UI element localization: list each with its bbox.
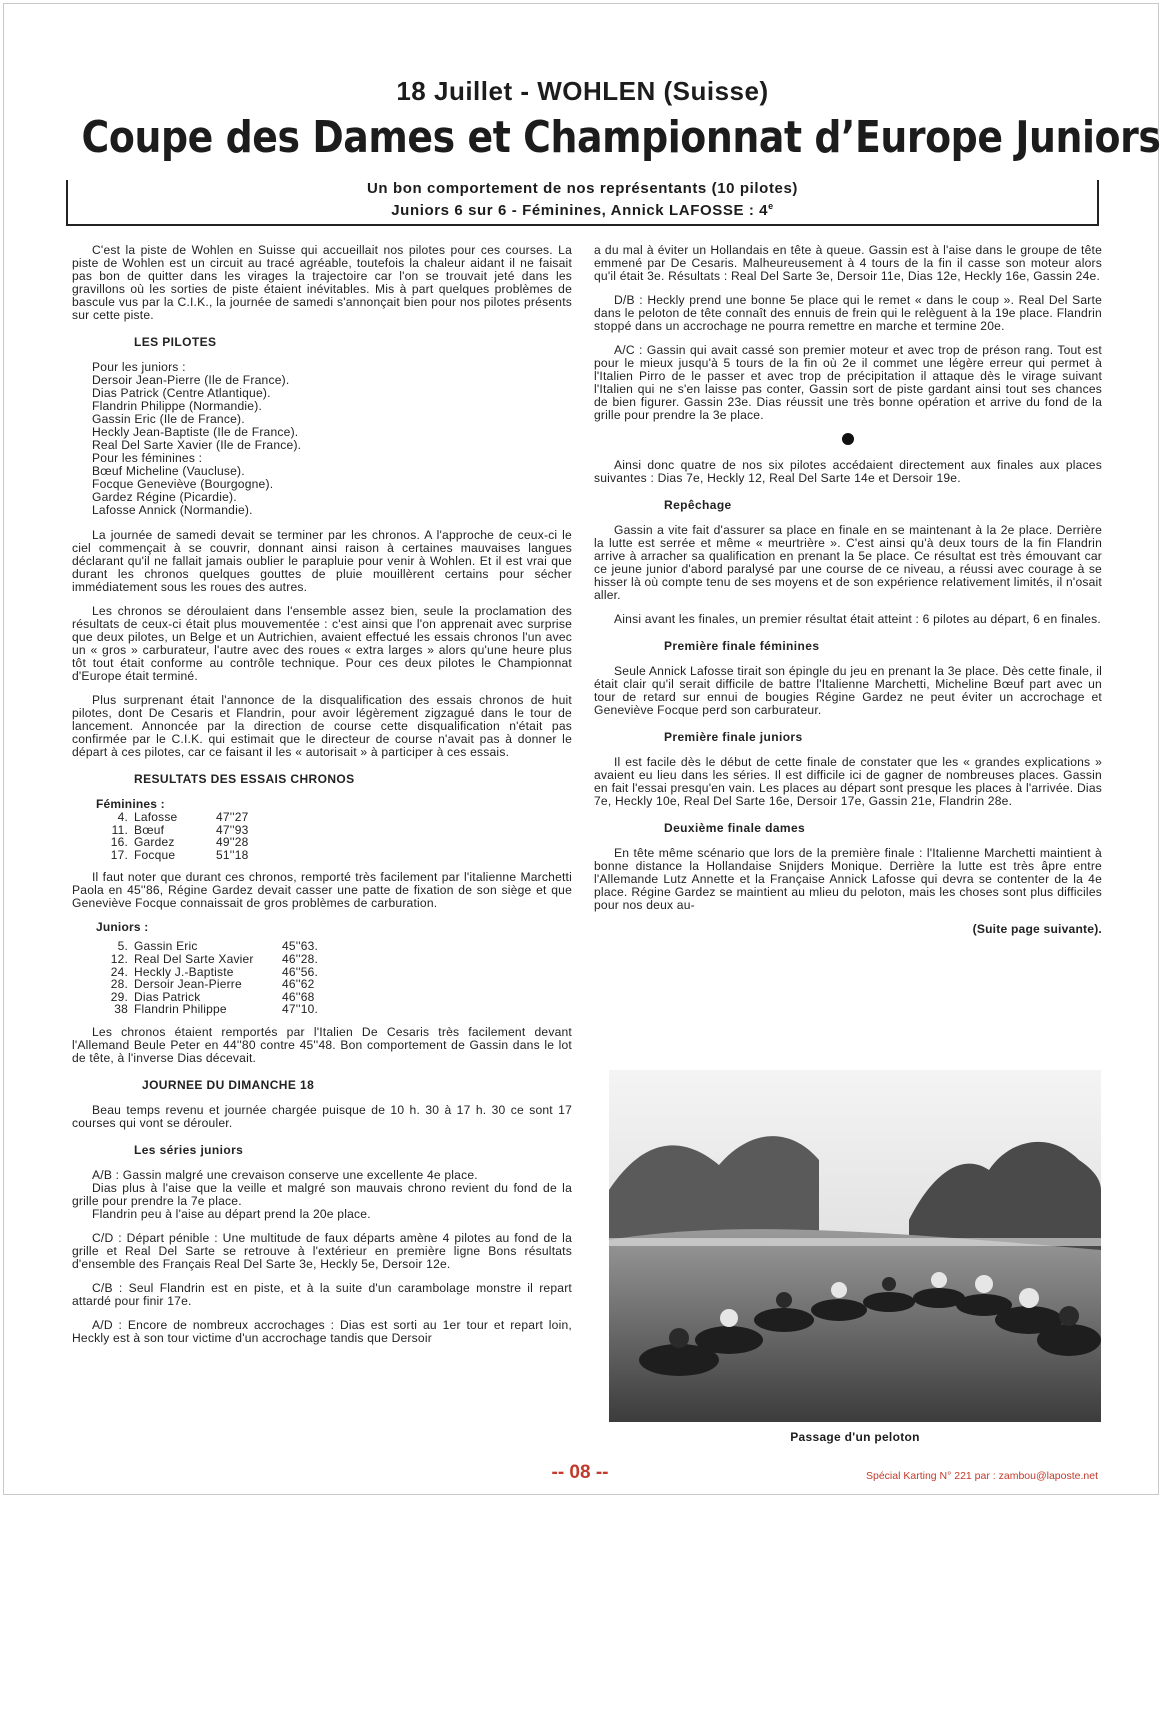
- feminines-results-table: [102, 811, 248, 861]
- separator-bullet: [842, 433, 854, 445]
- table-row: [102, 978, 318, 991]
- section-heading-journee: JOURNEE DU DIMANCHE 18: [142, 1077, 315, 1092]
- time-cell: 49''28: [216, 835, 249, 850]
- table-row: [102, 836, 248, 849]
- paragraph: Beau temps revenu et journée chargée puisque de 10 h. 30 à 17 h. 30 ce sont 17 courses qui vont se dérouler.: [72, 1102, 572, 1130]
- list-item: Dersoir Jean-Pierre (Ile de France).: [92, 373, 290, 387]
- paragraph: En tête même scénario que lors de la première finale : l'Italienne Marchetti maintient à bonne distance la Hollandaise Snijders Monique. Derrière la lutte est très âpre entre l'Allemande Lutz Annette et la Française Annick Lafosse qui devra se contenter de la 4e place. Régine Gardez se maintient au mlieu du peloton, mais les choses sont plus difficiles pour nos deux au-: [594, 846, 1102, 912]
- list-item: Flandrin Philippe (Normandie).: [92, 399, 263, 413]
- list-item: Bœuf Micheline (Vaucluse).: [92, 464, 245, 478]
- rank-cell: 4.: [117, 810, 128, 824]
- section-heading-finale-juniors: Première finale juniors: [664, 730, 803, 744]
- paragraph: La journée de samedi devait se terminer par les chronos. A l'approche de ceux-ci le ciel commençait à se couvrir, donnant ainsi raison à certaines mauvaises langues déclarant qu'il ne fallait jamais oublier le parapluie pour venir à Wohlen. Et il est vrai que durant les chronos quelques gouttes de pluie mouillèrent certains pour sécher immédiatement sous les roues des autres.: [72, 528, 572, 594]
- paragraph: A/D : Encore de nombreux accrochages : Dias est sorti au 1er tour et repart loin, Heckly est à son tour victime d'un accrochage tandis que Dersoir: [72, 1317, 572, 1345]
- rank-cell: 29.: [110, 989, 128, 1004]
- name-cell: Focque: [134, 847, 176, 862]
- rank-cell: 17.: [110, 847, 128, 862]
- paragraph: Seule Annick Lafosse tirait son épingle du jeu en prenant la 3e place. Dès cette finale, il était clair qu'il serait difficile de battre l'Italienne Marchetti, Micheline Bœuf part avec un tour de retard sur ennui de bougies Régine Gardez ne peut éviter un accrochage et Geneviève Focque perd son carburateur.: [594, 664, 1102, 717]
- pilot-list: [92, 361, 572, 517]
- list-item: Lafosse Annick (Normandie).: [92, 503, 253, 517]
- paragraph: A/C : Gassin qui avait cassé son premier moteur et avec trop de préson rang. Tout est pour le mieux jusqu'à 5 tours de la fin où 2e il commet une légère erreur qui permet à l'Italien Pirro de le passer et avec trop de précipitation il attaque dès le virage suivant l'Italien qui ne s'en laisse pas conter, Gassin sort de piste gardant ainsi tout ses chances de bien figurer. Gassin 23e. Dias réussit une très bonne opération et arrive du fond de la grille pour prendre la 3e place.: [594, 343, 1102, 422]
- list-item: Heckly Jean-Baptiste (Ile de France).: [92, 425, 299, 439]
- time-cell: 46''62: [282, 977, 315, 992]
- paragraph: Il faut noter que durant ces chronos, remporté très facilement par l'italienne Marchetti Paola en 45''86, Régine Gardez devait casser une patte de fixation de son siège et que Geneviève Focque connaissait de gros problèmes de carburation.: [72, 870, 572, 911]
- list-item: Pour les juniors :: [92, 360, 186, 374]
- time-cell: 46''56.: [282, 964, 319, 979]
- section-heading-repechage: Repêchage: [664, 498, 732, 512]
- paragraph: C'est la piste de Wohlen en Suisse qui accueillait nos pilotes pour ces courses. La piste de Wohlen est un circuit au tracé agréable, toutefois la chaleur aidant il ne faisait pas bon de quitter dans les virages la trajectoire car l'on se trouvait jeté dans les gravillons où les sorties de piste étaient inévitables. Mis à part quelques problèmes de bascule vus par la C.I.K., la journée de samedi s'annonçait bien pour nos pilotes présents sur cette piste.: [72, 243, 572, 322]
- left-column: [72, 244, 572, 1356]
- paragraph: Les chronos se déroulaient dans l'ensemble assez bien, seule la proclamation des résultats de ceux-ci était plus mouvementée : c'est ainsi que l'on apprenait avec surprise que deux pilotes, un Belge et un Autrichien, avaient effectué les essais chronos l'un avec un « gros » carburateur, l'autre avec des roues « extra larges » alors qu'une heure plus tôt tout était conforme au contrôle technique. Pour ces deux pilotes le Championnat d'Europe était terminé.: [72, 604, 572, 683]
- subtitle-superscript: e: [768, 201, 774, 211]
- table-row: [102, 1003, 318, 1016]
- section-heading-resultats: RESULTATS DES ESSAIS CHRONOS: [134, 772, 355, 786]
- section-heading-finale-feminines: Première finale féminines: [664, 639, 820, 653]
- subtitle-line-2: [68, 201, 1097, 219]
- rank-cell: 24.: [110, 964, 128, 979]
- time-cell: 47''93: [216, 822, 249, 837]
- name-cell: Real Del Sarte Xavier: [134, 951, 254, 966]
- time-cell: 45''63.: [282, 939, 319, 954]
- right-column: [594, 244, 1102, 936]
- name-cell: Lafosse: [134, 810, 178, 824]
- table-row: [102, 811, 248, 824]
- list-item: Gassin Eric (Ile de France).: [92, 412, 245, 426]
- paragraph: a du mal à éviter un Hollandais en tête à queue. Gassin est à l'aise dans le groupe de tête emmené par De Cesaris. Malheureusement à 4 tours de la fin il casse son moteur alors qu'il était 3e. Résultats : Real Del Sarte 3e, Dersoir 11e, Dias 12e, Heckly 16e, Gassin 24e.: [594, 243, 1102, 283]
- table-row: [102, 849, 248, 862]
- time-cell: 47''27: [216, 810, 249, 824]
- time-cell: 46''28.: [282, 951, 319, 966]
- rank-cell: 16.: [110, 835, 128, 850]
- subtitle-box: [66, 180, 1099, 226]
- paragraph: Ainsi donc quatre de nos six pilotes accédaient directement aux finales aux places suivantes : Dias 7e, Heckly 12, Real Del Sarte 14e et Dersoir 19e.: [594, 458, 1102, 485]
- list-item: Real Del Sarte Xavier (Ile de France).: [92, 438, 302, 452]
- list-item: Gardez Régine (Picardie).: [92, 490, 237, 504]
- paragraph: Plus surprenant était l'annonce de la disqualification des essais chronos de huit pilotes, dont De Cesaris et Flandrin, pour avoir légèrement zigzagué dans le tour de lancement. Annoncée par la direction de course cette disqualification n'était pas confirmée par le C.I.K. qui estimait que le directeur de course n'avait pas à donner le départ à ces pilotes, car ce faisant il les « autorisait » à participer à ces essais.: [72, 693, 572, 759]
- name-cell: Dersoir Jean-Pierre: [134, 977, 242, 992]
- name-cell: Heckly J.-Baptiste: [134, 964, 234, 979]
- paragraph: Il est facile dès le début de cette finale de constater que les « grandes explications » avaient eu lieu dans les séries. Il est difficile ici de gagner de nombreuses places. Gassin en fait l'essai presqu'en vain. Les places au départ sont presque les places à l'arrivée. Dias 7e, Heckly 10e, Real Del Sarte 16e, Dersoir 17e, Gassin 21e, Flandrin 28e.: [594, 755, 1102, 808]
- table-row: [102, 953, 318, 966]
- list-item: Focque Geneviève (Bourgogne).: [92, 477, 274, 491]
- paragraph: D/B : Heckly prend une bonne 5e place qui le remet « dans le coup ». Real Del Sarte dans le peloton de tête connaît des ennuis de frein qui le relèguent à la 19e place. Flandrin stoppé dans un accrochage ne pourra remettre en marche et termine 20e.: [594, 293, 1102, 333]
- race-photo: [609, 1070, 1101, 1720]
- time-cell: 51''18: [216, 847, 249, 862]
- name-cell: Gassin Eric: [134, 939, 198, 954]
- time-cell: 47''10.: [282, 1002, 319, 1017]
- rank-cell: 38: [114, 1002, 128, 1017]
- paragraph: A/B : Gassin malgré une crevaison conserve une excellente 4e place.: [92, 1167, 478, 1182]
- rank-cell: 5.: [117, 939, 128, 954]
- juniors-heading: Juniors :: [96, 920, 149, 935]
- paragraph: Gassin a vite fait d'assurer sa place en finale en se maintenant à la 2e place. Derrière la lutte est serrée et même « meurtrière ». C'est ainsi qu'à deux tours de la fin Flandrin arrive à arracher sa qualification en prenant la 5e place. Ce résultat est très émouvant car ce jeune junior d'abord paralysé par une course de ce niveau, a réussi avec courage à se hisser là où compte tenu de ses moyens et de son expérience relativement limités, il n'osait aller.: [594, 523, 1102, 602]
- peloton-photo-image: [609, 1070, 1101, 1422]
- paragraph: Dias plus à l'aise que la veille et malgré son mauvais chrono revient du fond de la grille pour prendre la 7e place.: [72, 1180, 572, 1208]
- name-cell: Bœuf: [134, 822, 165, 837]
- subtitle-line-1: Un bon comportement de nos représentants (10 pilotes): [366, 180, 799, 197]
- time-cell: 46''68: [282, 989, 315, 1004]
- photo-caption: Passage d'un peloton: [790, 1430, 920, 1444]
- rank-cell: 12.: [110, 951, 128, 966]
- feminines-heading: Féminines :: [96, 797, 165, 811]
- juniors-results-table: [102, 940, 318, 1016]
- list-item: Pour les féminines :: [92, 451, 203, 465]
- subtitle-line-2-text: Juniors 6 sur 6 - Féminines, Annick LAFOSSE : 4: [391, 202, 769, 219]
- name-cell: Flandrin Philippe: [134, 1002, 227, 1017]
- section-heading-finale-dames: Deuxième finale dames: [664, 821, 806, 835]
- page-number: -- 08 --: [551, 1462, 609, 1483]
- paragraph: C/D : Départ pénible : Une multitude de faux départs amène 4 pilotes au fond de la grille et Real Del Sarte se retrouve à l'extérieur en première ligne Bons résultats d'ensemble des Français Real Del Sarte 3e, Heckly 5e, Dersoir 12e.: [72, 1230, 572, 1271]
- rank-cell: 28.: [110, 977, 128, 992]
- list-item: Dias Patrick (Centre Atlantique).: [92, 386, 271, 400]
- section-heading-series: Les séries juniors: [134, 1142, 244, 1157]
- paragraph: Flandrin peu à l'aise au départ prend la 20e place.: [92, 1206, 371, 1221]
- paragraph: Les chronos étaient remportés par l'Italien De Cesaris très facilement devant l'Allemand Beule Peter en 44''80 contre 45''48. Bon comportement de Gassin dans le lot de tête, à l'inverse Dias décevait.: [72, 1024, 572, 1065]
- article-title: Coupe des Dames et Championnat d’Europe Juniors: [81, 112, 1161, 163]
- name-cell: Dias Patrick: [134, 989, 201, 1004]
- paragraph: Ainsi avant les finales, un premier résultat était atteint : 6 pilotes au départ, 6 en finales.: [614, 612, 1101, 626]
- continued-note: (Suite page suivante).: [972, 922, 1102, 936]
- article-date-location: 18 Juillet - WOHLEN (Suisse): [396, 76, 769, 106]
- rank-cell: 11.: [111, 822, 128, 837]
- paragraph: C/B : Seul Flandrin est en piste, et à la suite d'un carambolage monstre il repart attardé pour finir 17e.: [72, 1280, 572, 1308]
- name-cell: Gardez: [134, 835, 175, 850]
- section-heading-pilotes: LES PILOTES: [134, 335, 217, 349]
- source-credit: Spécial Karting N° 221 par : zambou@laposte.net: [866, 1470, 1098, 1482]
